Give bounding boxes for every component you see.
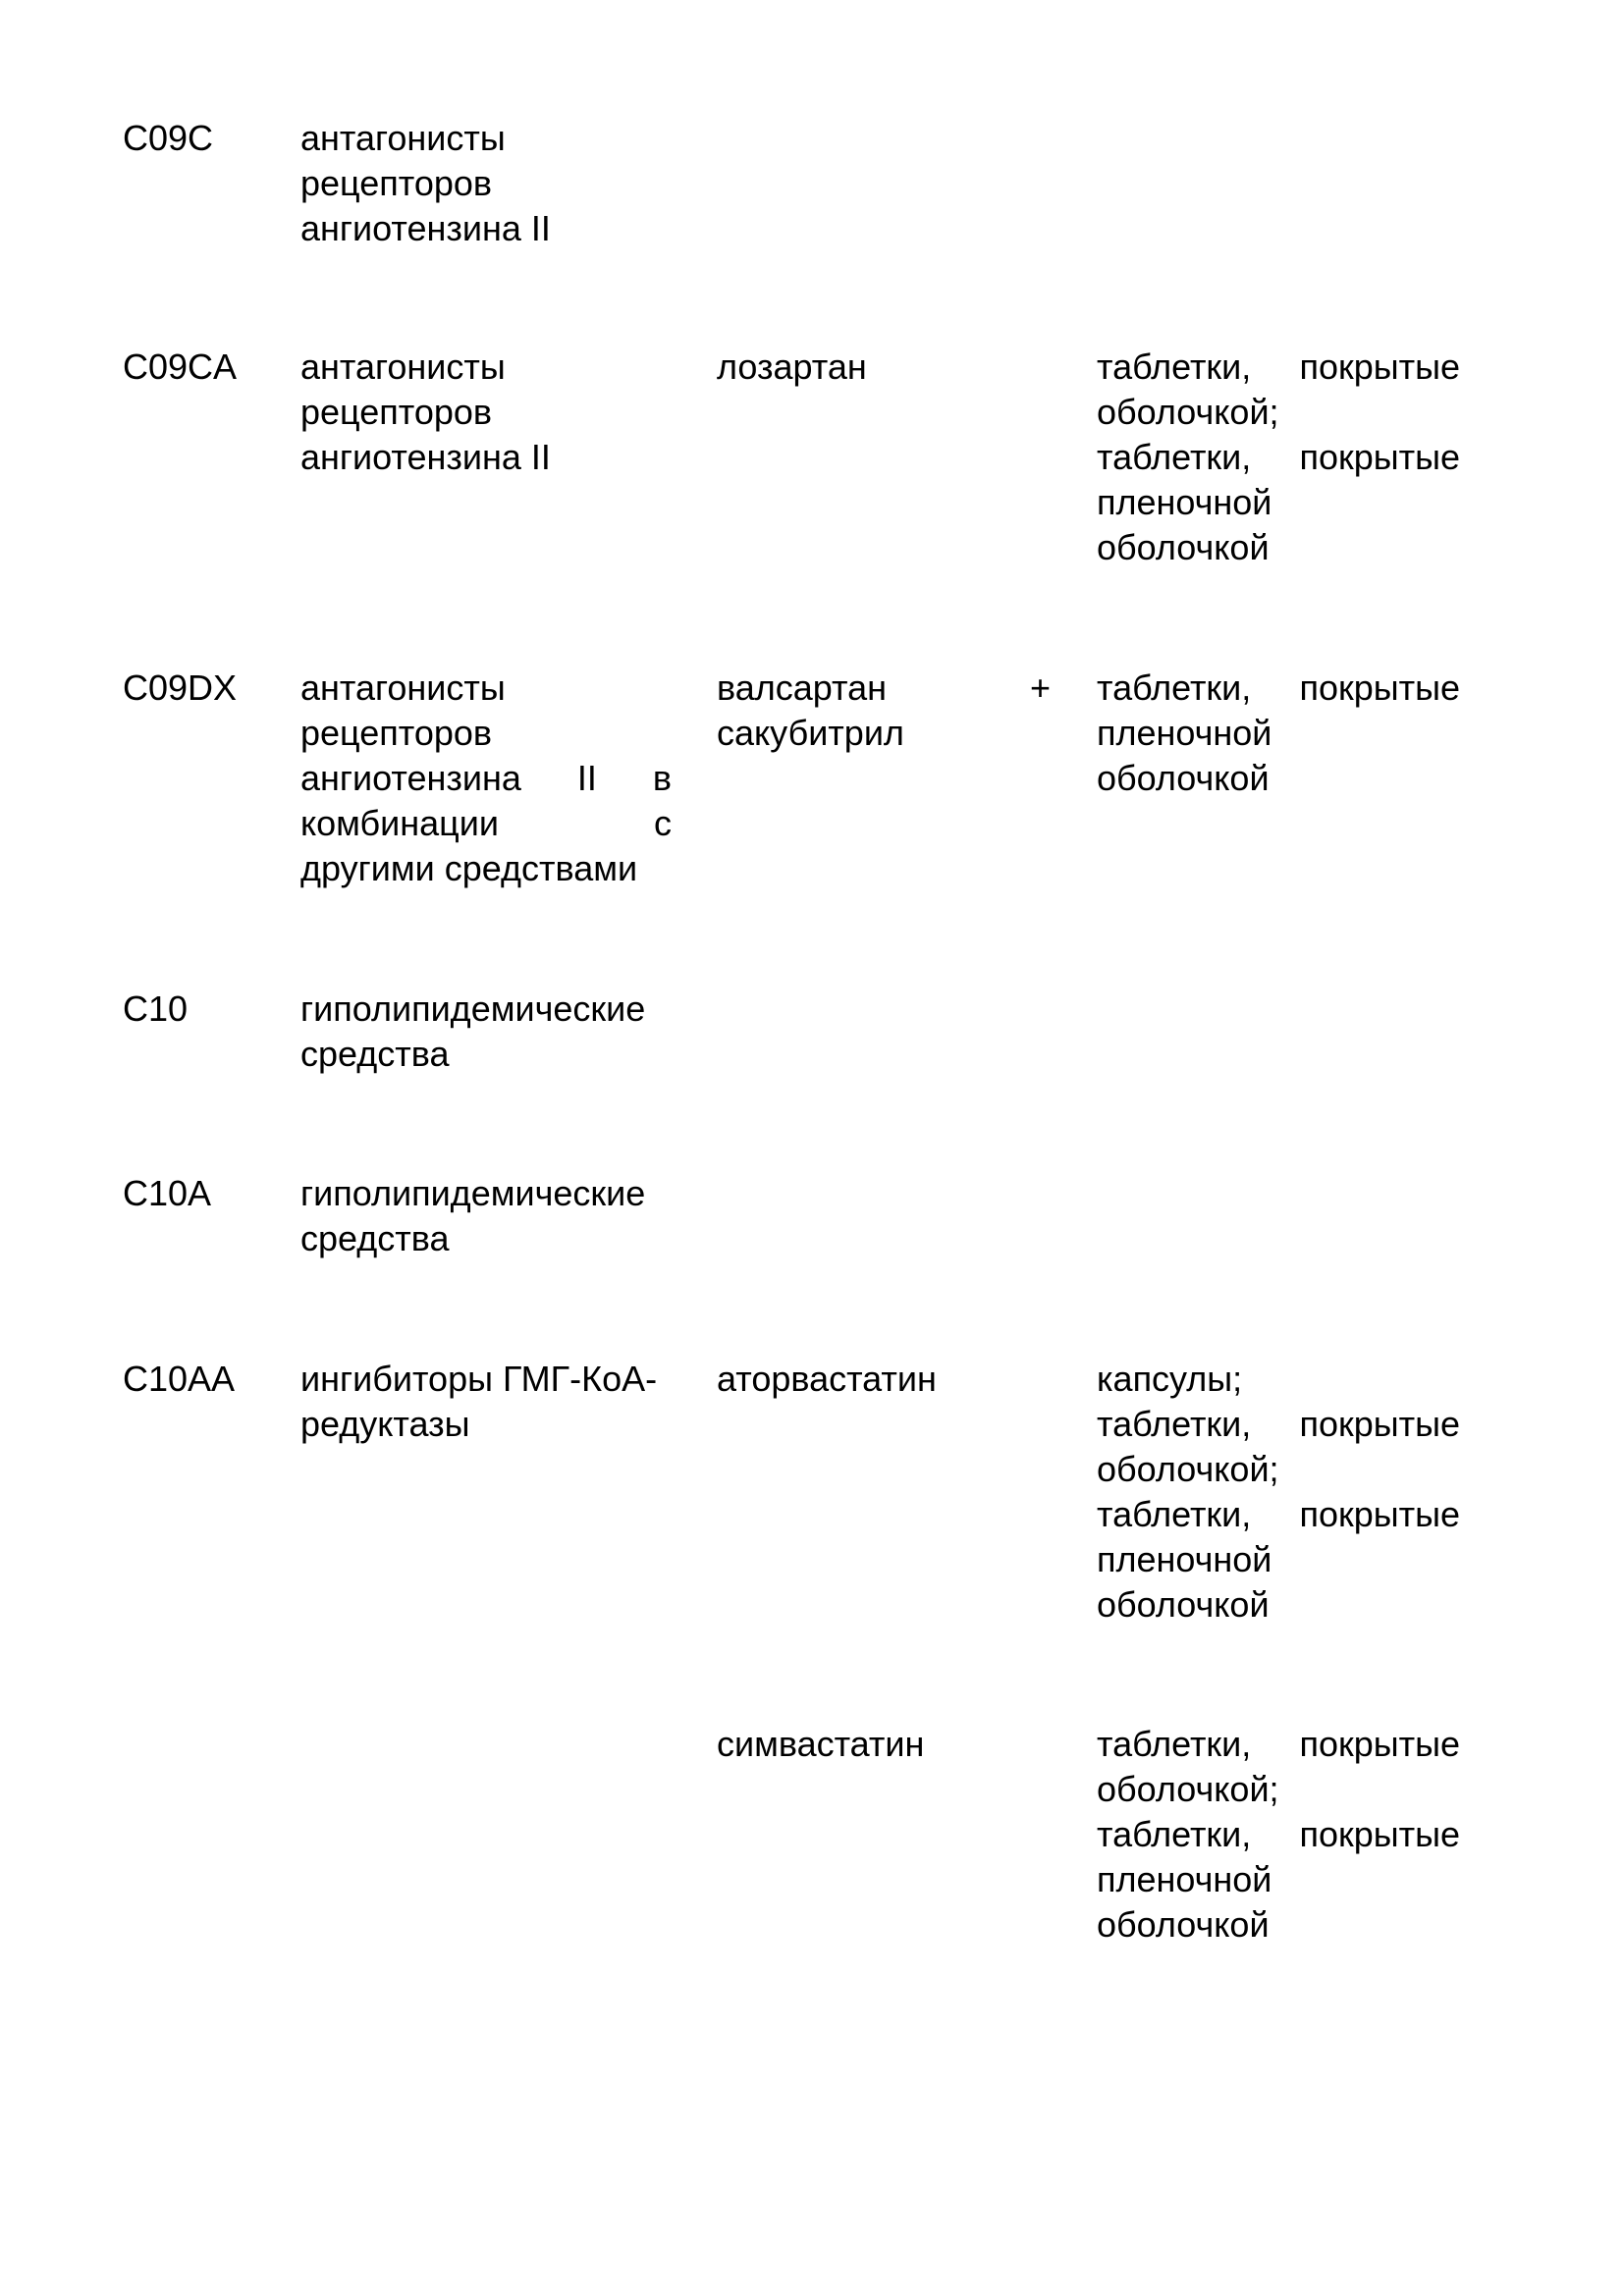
text-line: таблетки, покрытые	[1097, 1814, 1460, 1854]
atc-group-name	[300, 1171, 672, 1261]
text-line: ангиотензина II	[300, 208, 551, 248]
text-line: капсулы;	[1097, 1359, 1243, 1399]
dosage-form	[1097, 666, 1460, 801]
text-line: лозартан	[717, 347, 867, 387]
text-line: таблетки, покрытые	[1097, 347, 1460, 387]
text-line: таблетки, покрытые	[1097, 1404, 1460, 1444]
text-line: оболочкой;	[1097, 1769, 1279, 1809]
atc-group-name	[300, 345, 672, 480]
drug-name	[717, 666, 1051, 756]
dosage-form	[1097, 345, 1460, 570]
text-line: средства	[300, 1034, 450, 1074]
drug-name	[717, 1722, 1051, 1767]
atc-group-name	[300, 116, 672, 251]
text-line: оболочкой	[1097, 1584, 1270, 1625]
text-line: пленочной	[1097, 1539, 1272, 1579]
text-line: рецепторов	[300, 392, 493, 432]
text-line: пленочной	[1097, 482, 1272, 522]
text-line: оболочкой	[1097, 758, 1270, 798]
drug-name	[717, 345, 1051, 390]
text-line: антагонисты	[300, 118, 506, 158]
text-line: ингибиторы ГМГ-КоА-	[300, 1359, 658, 1399]
text-line: ангиотензина II	[300, 437, 551, 477]
atc-code: C09CA	[123, 347, 238, 387]
dosage-form	[1097, 1357, 1460, 1628]
text-line: рецепторов	[300, 713, 493, 753]
text-line: пленочной	[1097, 713, 1272, 753]
text-line: гиполипидемические	[300, 1173, 646, 1213]
text-line: валсартан +	[717, 667, 1051, 708]
text-line: оболочкой	[1097, 527, 1270, 567]
text-line: таблетки, покрытые	[1097, 1724, 1460, 1764]
text-line: гиполипидемические	[300, 988, 646, 1029]
text-line: симвастатин	[717, 1724, 925, 1764]
text-line: другими средствами	[300, 848, 638, 888]
text-line: редуктазы	[300, 1404, 470, 1444]
atc-group-name	[300, 1357, 672, 1447]
text-line: пленочной	[1097, 1859, 1272, 1899]
text-line: антагонисты	[300, 347, 506, 387]
text-line: сакубитрил	[717, 713, 904, 753]
text-line: средства	[300, 1218, 450, 1258]
drug-name	[717, 1357, 1051, 1402]
atc-code: C09C	[123, 118, 214, 158]
text-line: оболочкой	[1097, 1904, 1270, 1945]
atc-group-name	[300, 987, 672, 1077]
text-line: антагонисты	[300, 667, 506, 708]
text-line: комбинации с	[300, 803, 672, 843]
atc-group-name	[300, 666, 672, 891]
text-line: оболочкой;	[1097, 1449, 1279, 1489]
dosage-form	[1097, 1722, 1460, 1948]
text-line: оболочкой;	[1097, 392, 1279, 432]
text-line: рецепторов	[300, 163, 493, 203]
atc-code: C10	[123, 988, 189, 1029]
atc-code: C09DX	[123, 667, 238, 708]
atc-code: C10AA	[123, 1359, 236, 1399]
text-line: таблетки, покрытые	[1097, 437, 1460, 477]
text-line: ангиотензина II в	[300, 758, 672, 798]
text-line: таблетки, покрытые	[1097, 667, 1460, 708]
atc-code: C10A	[123, 1173, 212, 1213]
text-line: аторвастатин	[717, 1359, 937, 1399]
text-line: таблетки, покрытые	[1097, 1494, 1460, 1534]
